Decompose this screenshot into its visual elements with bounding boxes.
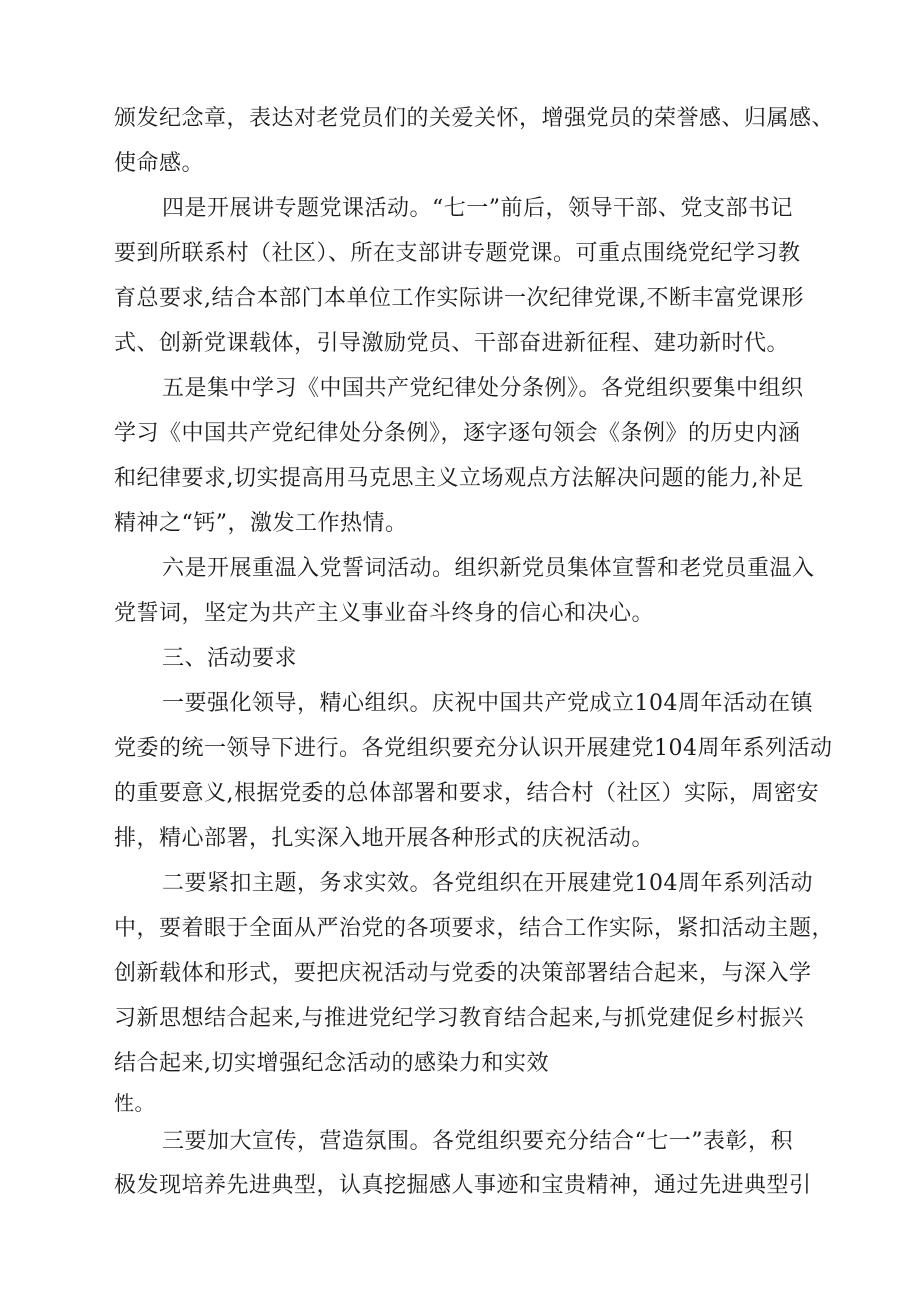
text-line: 排，精心部署，扎实深入地开展各种形式的庆祝活动。 xyxy=(114,826,655,851)
text-line: 学习《中国共产党纪律处分条例》，逐字逐句领会《条例》的历史内涵 xyxy=(114,421,801,446)
paragraph-start: 三要加大宣传，营造氛围。各党组织要充分结合“七一”表彰，积 xyxy=(162,1129,793,1154)
text-line: 式、创新党课载体，引导激励党员、干部奋进新征程、建功新时代。 xyxy=(114,331,790,356)
text-line: 育总要求,结合本部门本单位工作实际讲一次纪律党课,不断丰富党课形 xyxy=(114,286,804,311)
text-line: 党誓词，坚定为共产主义事业奋斗终身的信心和决心。 xyxy=(114,601,655,626)
text-line: 和纪律要求,切实提高用马克思主义立场观点方法解决问题的能力,补足 xyxy=(114,466,804,491)
paragraph-start: 五是集中学习《中国共产党纪律处分条例》。各党组织要集中组织 xyxy=(162,376,804,401)
text-line: 创新载体和形式，要把庆祝活动与党委的决策部署结合起来，与深入学 xyxy=(114,961,812,986)
paragraph-start: 四是开展讲专题党课活动。“七一”前后，领导干部、党支部书记 xyxy=(162,196,793,221)
paragraph-start: 二要紧扣主题，务求实效。各党组织在开展建党104周年系列活动 xyxy=(162,871,813,896)
document-page xyxy=(114,96,849,1208)
paragraph-start: 六是开展重温入党誓词活动。组织新党员集体宣誓和老党员重温入 xyxy=(162,556,815,581)
text-line: 使命感。 xyxy=(114,151,205,176)
text-line: 党委的统一领导下进行。各党组织要充分认识开展建党104周年系列活动 xyxy=(114,736,833,761)
paragraph-start: 一要强化领导，精心组织。庆祝中国共产党成立104周年活动在镇 xyxy=(162,691,813,716)
text-line: 的重要意义,根据党委的总体部署和要求，结合村（社区）实际，周密安 xyxy=(114,781,819,806)
text-line: 颁发纪念章，表达对老党员们的关爱关怀，增强党员的荣誉感、归属感、 xyxy=(114,106,835,131)
text-line: 性。 xyxy=(114,1091,155,1115)
text-line: 要到所联系村（社区）、所在支部讲专题党课。可重点围绕党纪学习教 xyxy=(114,241,801,266)
text-line: 极发现培养先进典型，认真挖掘感人事迹和宝贵精神，通过先进典型引 xyxy=(114,1173,812,1198)
text-line: 中，要着眼于全面从严治党的各项要求，结合工作实际，紧扣活动主题， xyxy=(114,916,835,941)
text-line: 结合起来,切实增强纪念活动的感染力和实效 xyxy=(114,1051,549,1076)
section-heading: 三、活动要求 xyxy=(162,646,298,671)
text-line: 习新思想结合起来,与推进党纪学习教育结合起来,与抓党建促乡村振兴 xyxy=(114,1006,804,1031)
text-line: 精神之“钙”，激发工作热情。 xyxy=(114,511,408,536)
